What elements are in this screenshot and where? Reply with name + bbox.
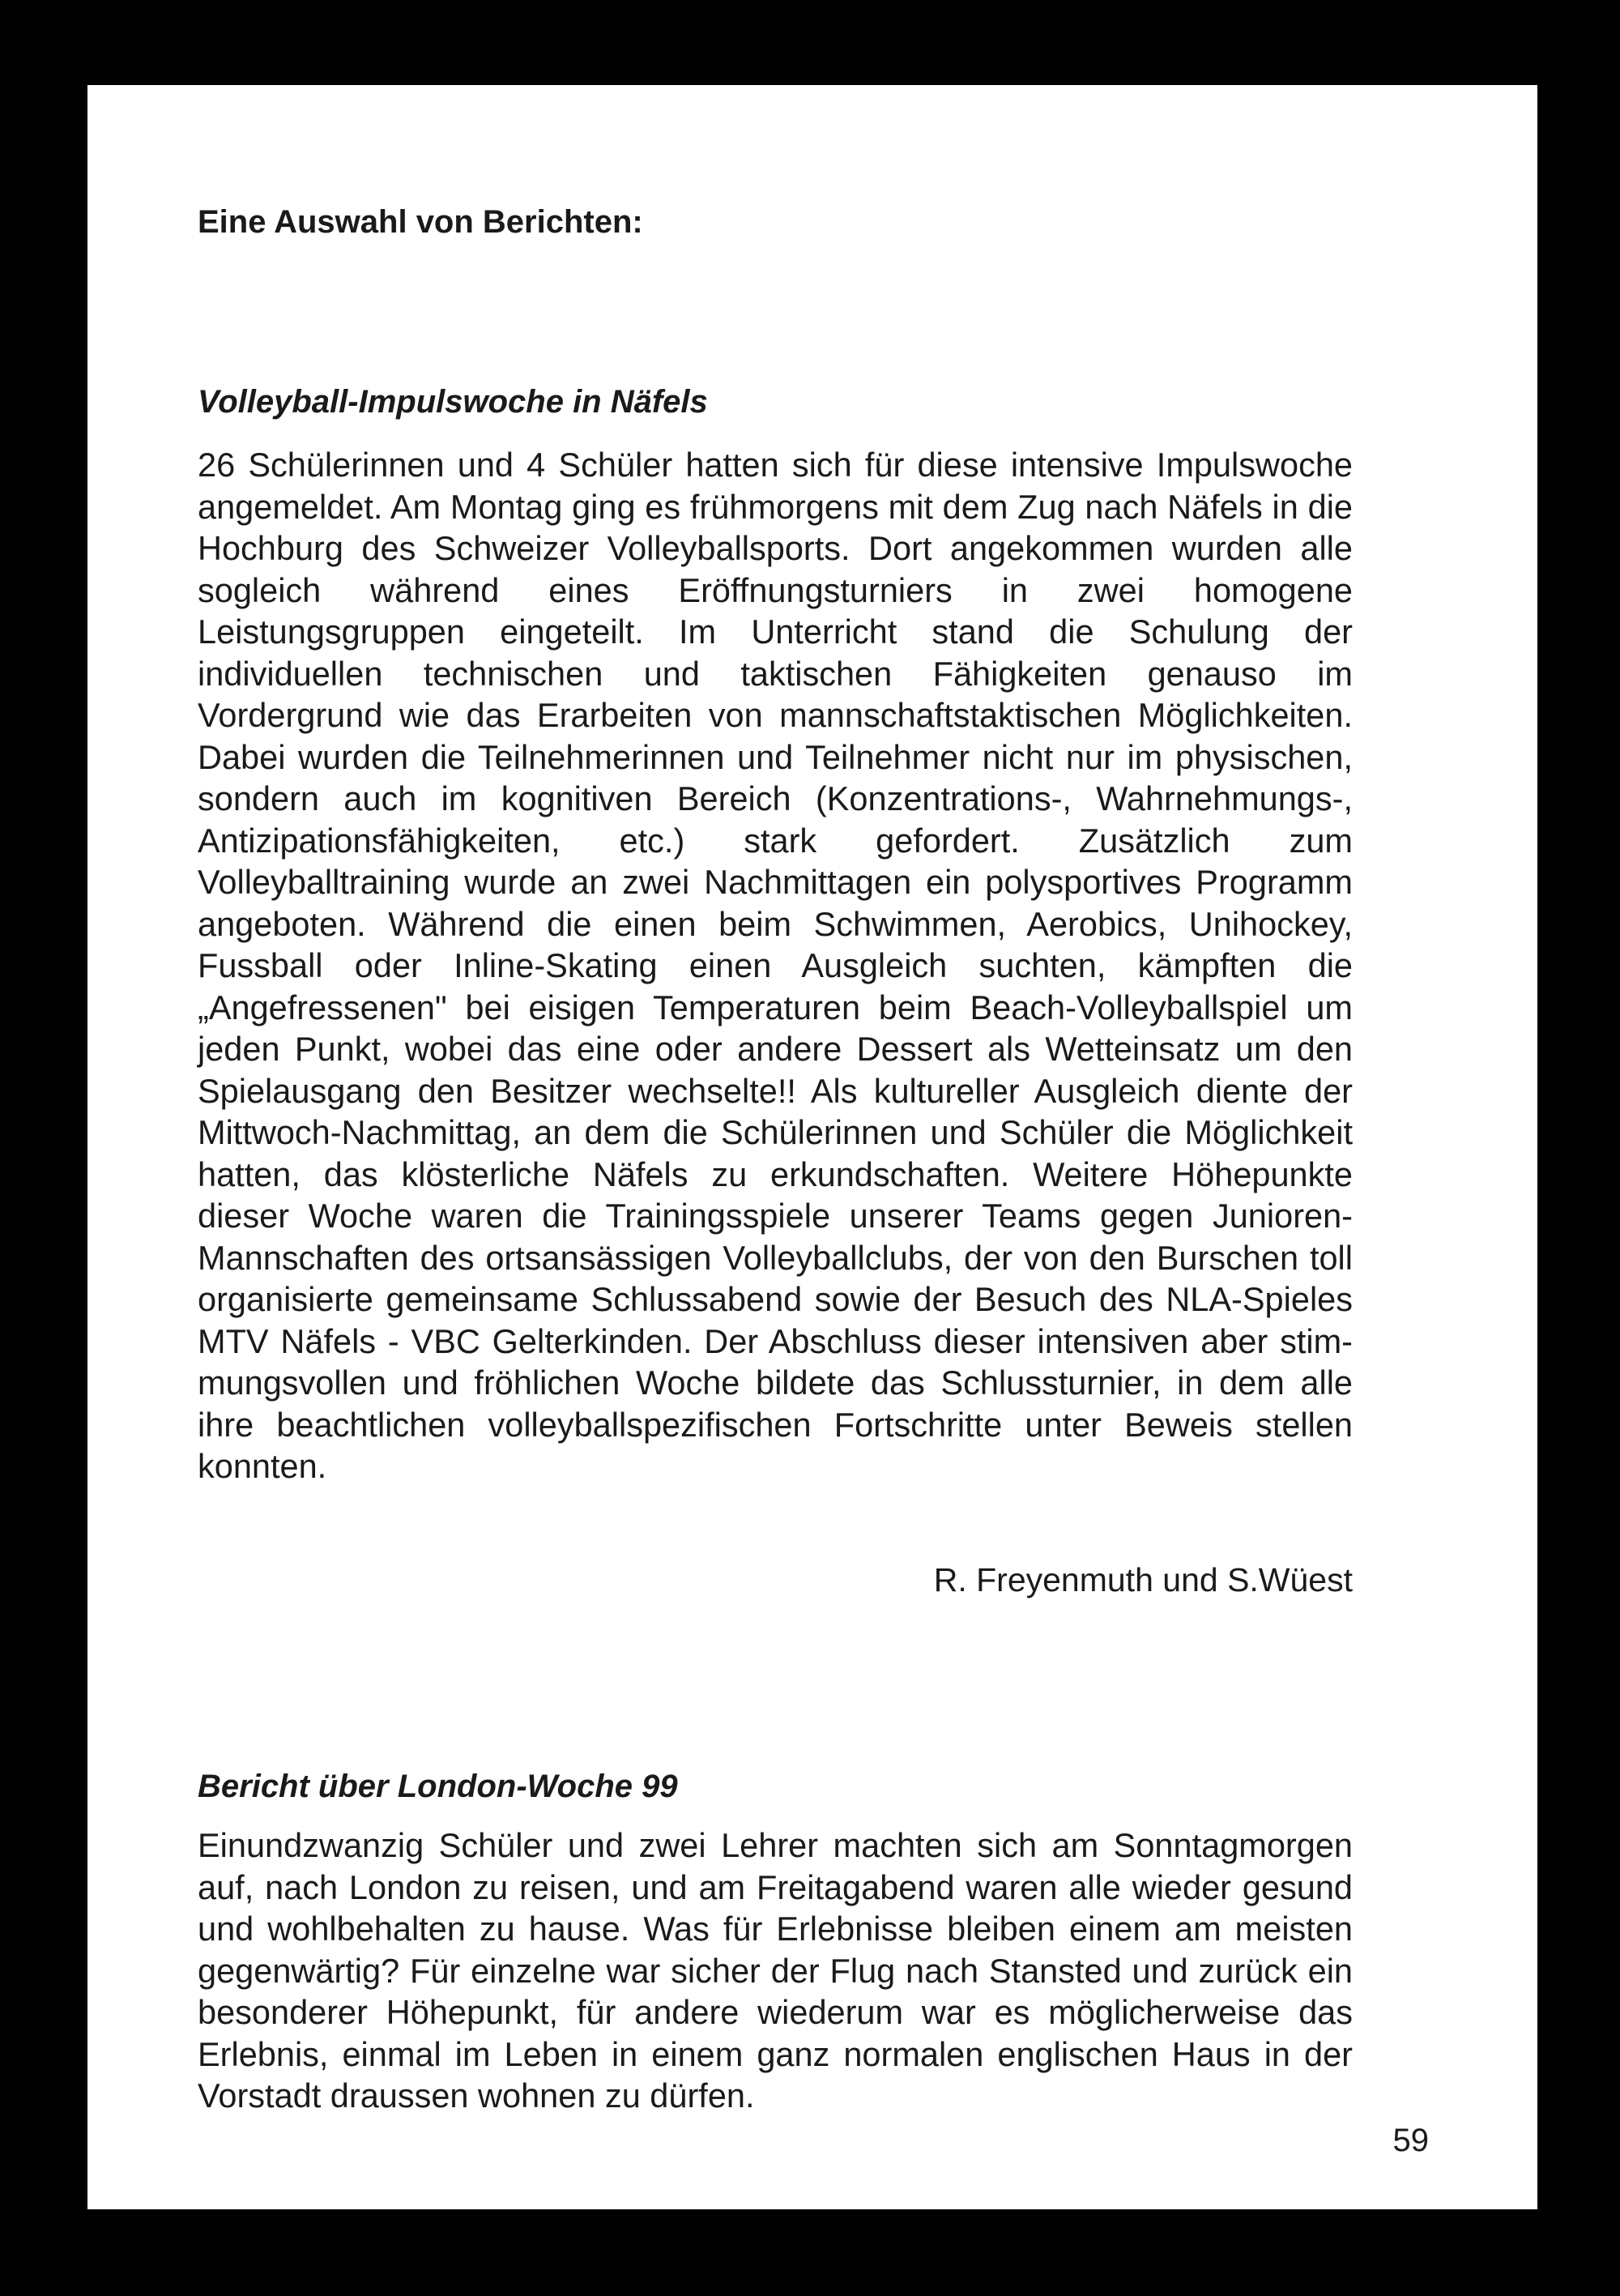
article-body-london: Einundzwanzig Schüler und zwei Lehrer machten sich am Sonntagmorgen auf, nach London zu reisen, und am Freitagabend waren alle wieder gesund und wohlbehalten zu hause. Was für Erlebnisse bleiben einem am meisten gegenwärtig? Für einzelne war sicher der Flug nach Stansted und zurück ein besonderer Höhepunkt, für andere wiederum war es möglicherweise das Erlebnis, einmal im Leben in einem ganz normalen englischen Haus in der Vorstadt draussen wohnen zu dürfen. [198,1826,1353,2115]
article-byline: R. Freyenmuth und S.Wüest [933,1561,1353,1598]
article-title-volleyball: Volleyball-Impulswoche in Näfels [198,384,708,420]
section-heading: Eine Auswahl von Berichten: [198,204,643,240]
article-title-london: Bericht über London-Woche 99 [198,1769,678,1804]
article-body-volleyball: 26 Schülerinnen und 4 Schüler hatten sich für diese intensive Impulswoche angemeldet. Am Montag ging es frühmorgens mit dem Zug nach Näfels in die Hochburg des Schweizer Volleyballsports. Dort angekommen wurden alle sogleich während eines Eröffnungsturniers in zwei homogene Leistungsgruppen eingeteilt. Im Unterricht stand die Schulung der individuellen technischen und taktischen Fähigkeiten genauso im Vordergrund wie das Erarbeiten von mannschaftstaktischen Möglichkeiten. Dabei wurden die Teilnehmerinnen und Teilnehmer nicht nur im physischen, sondern auch im kognitiven Bereich (Konzentrations-, Wahrnehmungs-, Antizipationsfähigkeiten, etc.) stark gefordert. Zusätzlich zum Volleyballtraining wurde an zwei Nachmittagen ein polysportives Programm angeboten. Während die einen beim Schwimmen, Aerobics, Unihockey, Fussball oder Inline-Skating einen Ausgleich suchten, kämpften die „Angefressenen" bei eisigen Temperaturen beim Beach-Volleyballspiel um jeden Punkt, wobei das eine oder andere Dessert als Wetteinsatz um den Spielausgang den Besitzer wechselte!! Als kultureller Ausgleich diente der Mittwoch-Nachmittag, an dem die Schülerinnen und Schüler die Möglichkeit hatten, das klösterliche Näfels zu erkundschaften. Weitere Höhepunkte dieser Woche waren die Trainingsspiele unserer Teams gegen Junioren-Mannschaften des ortsansässigen Volleyballclubs, der von den Burschen toll organisierte gemeinsame Schlussabend sowie der Besuch des NLA-Spieles MTV Näfels - VBC Gelterkinden. Der Abschluss dieser intensiven aber stimmungsvollen und fröhlichen Woche bildete das Schlussturnier, in dem alle ihre beachtlichen volleyballspezifischen Fortschritte unter Beweis stellen konnten. [198,446,1353,1485]
document-page [87,85,1537,2209]
page-number: 59 [1392,2123,1429,2158]
